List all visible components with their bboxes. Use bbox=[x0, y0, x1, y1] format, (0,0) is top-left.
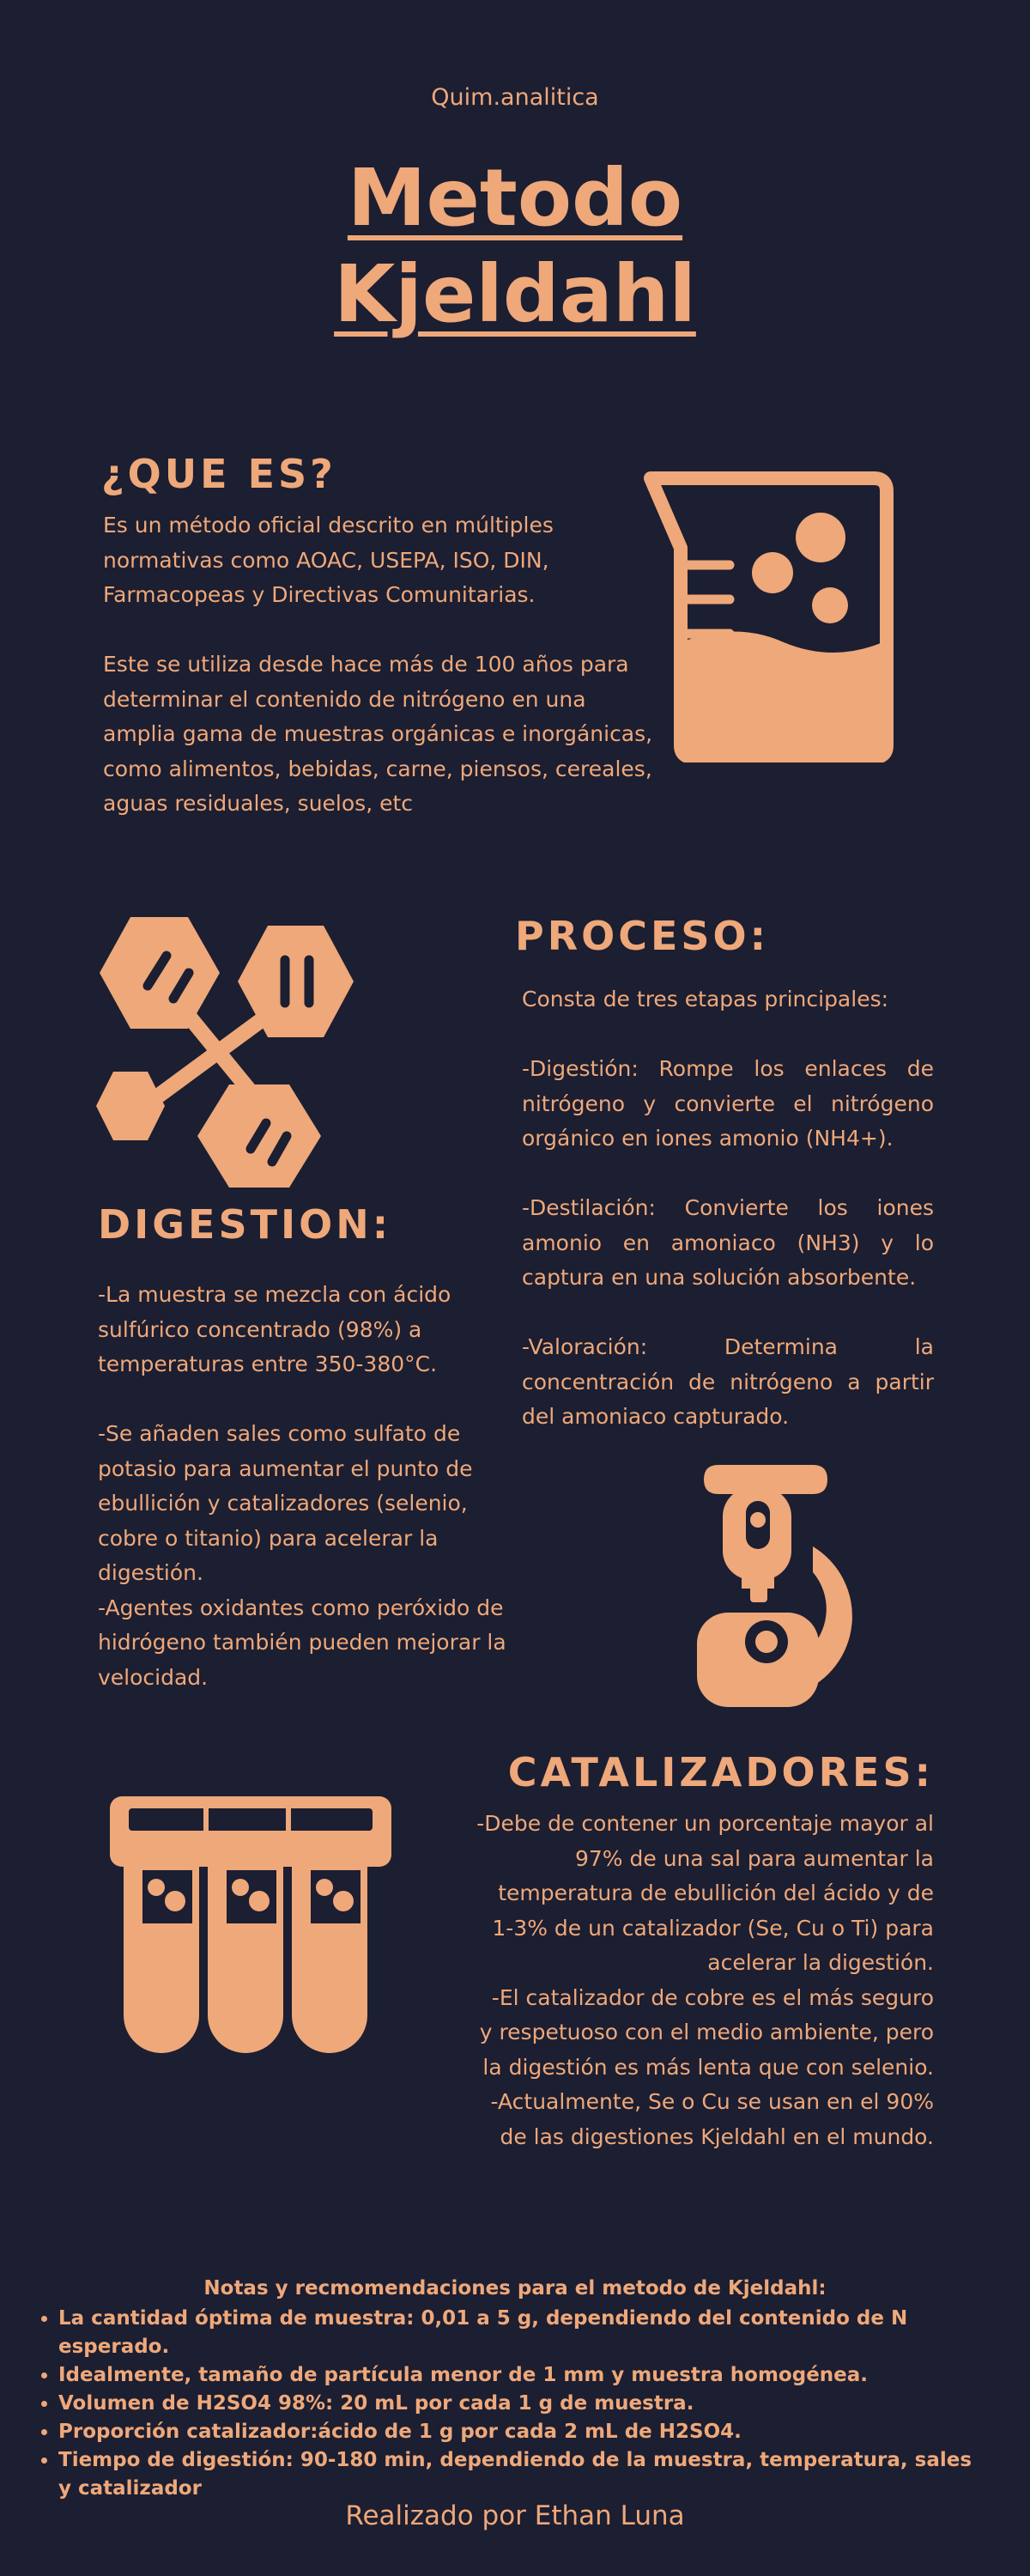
list-item: • Idealmente, tamaño de partícula menor de 1 mm y muestra homogénea. bbox=[58, 2361, 985, 2390]
digestion-heading: DIGESTION: bbox=[98, 1201, 392, 1248]
notes-list bbox=[34, 2305, 985, 2503]
title-line-2: Kjeldahl bbox=[334, 248, 696, 340]
catalizadores-heading: CATALIZADORES: bbox=[507, 1749, 934, 1795]
proceso-heading: PROCESO: bbox=[515, 913, 770, 959]
proceso-step-digestion: -Digestión: Rompe los enlaces de nitrógeno y convierte el nitrógeno orgánico en iones amonio (NH4+). bbox=[522, 1056, 934, 1151]
list-item: • Volumen de H2SO4 98%: 20 mL por cada 1 g de muestra. bbox=[58, 2390, 985, 2418]
proceso-intro: Consta de tres etapas principales: bbox=[522, 987, 889, 1012]
beaker-icon bbox=[642, 471, 894, 762]
que-es-heading: ¿QUE ES? bbox=[101, 451, 336, 497]
list-item: • Tiempo de digestión: 90-180 min, dependiendo de la muestra, temperatura, sales y catalizador bbox=[58, 2446, 985, 2503]
microscope-icon bbox=[697, 1465, 882, 1707]
author-credit: Realizado por Ethan Luna bbox=[345, 2500, 685, 2531]
proceso-step-valoracion: -Valoración: Determina la concentración de nitrógeno a partir del amoniaco capturado. bbox=[522, 1334, 934, 1429]
list-item: • Proporción catalizador:ácido de 1 g por cada 2 mL de H2SO4. bbox=[58, 2418, 985, 2446]
page-subtitle: Quim.analitica bbox=[431, 84, 599, 111]
page-title bbox=[0, 150, 1030, 343]
molecule-icon bbox=[96, 908, 376, 1192]
proceso-step-destilacion: -Destilación: Convierte los iones amonio en amoniaco (NH3) y lo captura en una solución absorbente. bbox=[522, 1195, 934, 1290]
title-line-1: Metodo bbox=[347, 152, 683, 244]
que-es-text: Es un método oficial descrito en múltiples normativas como AOAC, USEPA, ISO, DIN, Farmacopeas y Directivas Comunitarias. Este se utiliza desde hace más de 100 años para determinar el contenido de nitrógeno en una amplia gama de muestras orgánicas e inorgánicas, como alimentos, bebidas, carne, piensos, cereales, aguas residuales, suelos, etc bbox=[103, 513, 653, 816]
digestion-text: -La muestra se mezcla con ácido sulfúrico concentrado (98%) a temperaturas entre 350-380°C. -Se añaden sales como sulfato de potasio para aumentar el punto de ebullición y catalizadores (selenio, cobre o titanio) para acelerar la digestión. -Agentes oxidantes como peróxido de hidrógeno también pueden mejorar la velocidad. bbox=[98, 1282, 506, 1690]
list-item: • La cantidad óptima de muestra: 0,01 a 5 g, dependiendo del contenido de N esperado. bbox=[58, 2305, 985, 2361]
notes-title: Notas y recmomendaciones para el metodo de Kjeldahl: bbox=[203, 2277, 827, 2300]
test-tubes-icon bbox=[110, 1796, 391, 2054]
catalizadores-text: -Debe de contener un porcentaje mayor al 97% de una sal para aumentar la temperatura de ebullición del ácido y de 1-3% de un catalizador (Se, Cu o Ti) para acelerar la digestión. -El catalizador de cobre es el más seguro y respetuoso con el medio ambiente, pero la digestión es más lenta que con selenio. -Actualmente, Se o Cu se usan en el 90% de las digestiones Kjeldahl en el mundo. bbox=[476, 1811, 934, 2149]
